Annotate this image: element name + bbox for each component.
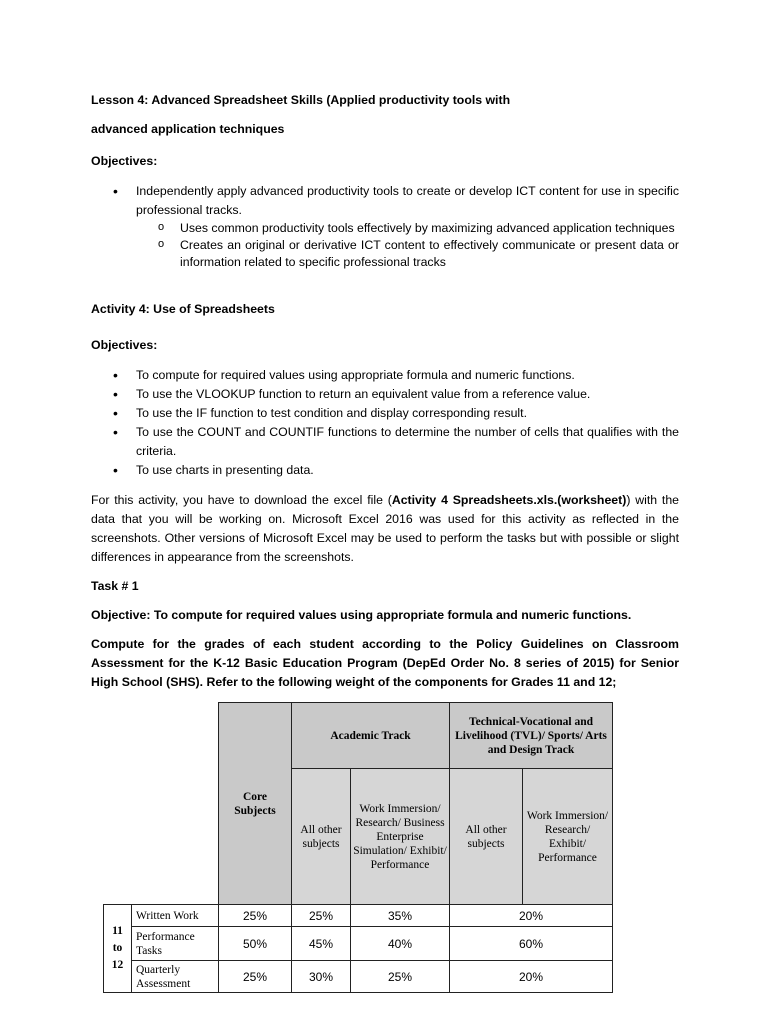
activity-objective-item: • To use the VLOOKUP function to return an equivalent value from a reference value. (91, 385, 679, 404)
performance-tasks-academic-other: 45% (292, 927, 351, 961)
performance-tasks-tvl: 60% (450, 927, 613, 961)
quarterly-assessment-academic-other: 30% (292, 961, 351, 993)
sub-objective-item: o Uses common productivity tools effectively by maximizing advanced application techniques (136, 220, 679, 237)
activity-intro-paragraph (91, 491, 679, 567)
grade-level-start: 11 (112, 925, 123, 937)
activity-title: Activity 4: Use of Spreadsheets (91, 302, 275, 316)
component-quarterly-assessment: Quarterly Assessment (132, 961, 219, 993)
lesson-objective-item (91, 182, 679, 271)
intro-file-name: Activity 4 Spreadsheets.xls.(worksheet) (391, 493, 627, 507)
intro-text-end: ) with the data that you will be working on. Microsoft Excel 2016 was used for this activity as reflected in the screenshots. Other versions of Microsoft Excel may be used to perform the tasks but with possible or slight differences in appearance from the screenshots. (91, 493, 679, 564)
written-work-academic-work: 35% (351, 905, 450, 927)
task-instructions: Compute for the grades of each student according to the Policy Guidelines on Classroom Assessment for the K-12 Basic Education Program (DepEd Order No. 8 series of 2015) for Senior High School (SHS). Refer to the following weight of the components for Grades 11 and 12; (91, 637, 679, 689)
performance-tasks-academic-work: 40% (351, 927, 450, 961)
sub-objective-item: o Creates an original or derivative ICT content to effectively communicate or present data or information related to specific professional tracks (136, 237, 679, 271)
activity-objective-item: • To use the COUNT and COUNTIF functions to determine the number of cells that qualifies with the criteria. (91, 423, 679, 461)
activity-objective-item: • To use charts in presenting data. (91, 461, 679, 480)
task-title: Task # 1 (91, 579, 139, 593)
written-work-academic-other: 25% (292, 905, 351, 927)
grade-weights-table-image (103, 702, 612, 992)
grade-level-to: to (112, 942, 123, 954)
grade-weights-table (103, 702, 613, 993)
intro-text-start: For this activity, you have to download the excel file ( (91, 493, 392, 507)
tvl-work-immersion-header: Work Immersion/ Research/ Exhibit/ Performance (523, 769, 613, 905)
academic-other-subjects-header: All other subjects (292, 769, 351, 905)
tvl-other-subjects-header: All other subjects (450, 769, 523, 905)
performance-tasks-core: 50% (219, 927, 292, 961)
lesson-objectives-list (91, 182, 679, 271)
tvl-track-header: Technical-Vocational and Livelihood (TVL)/ Sports/ Arts and Design Track (450, 703, 613, 769)
core-subjects-header: Core Subjects (219, 703, 292, 905)
written-work-core: 25% (219, 905, 292, 927)
component-written-work: Written Work (132, 905, 219, 927)
academic-work-immersion-header: Work Immersion/ Research/ Business Enterprise Simulation/ Exhibit/ Performance (351, 769, 450, 905)
lesson-objectives-heading: Objectives: (91, 154, 158, 168)
grade-level-end: 12 (111, 959, 124, 971)
component-performance-tasks: Performance Tasks (132, 927, 219, 961)
lesson-title-line-2: advanced application techniques (91, 122, 285, 136)
quarterly-assessment-academic-work: 25% (351, 961, 450, 993)
lesson-objective-text: Independently apply advanced productivity tools to create or develop ICT content for use in specific professional tracks. (136, 184, 679, 217)
activity-objectives-heading: Objectives: (91, 338, 158, 352)
activity-objective-item: • To use the IF function to test condition and display corresponding result. (91, 404, 679, 423)
activity-objective-item: • To compute for required values using appropriate formula and numeric functions. (91, 366, 679, 385)
grade-level-cell (104, 905, 132, 993)
quarterly-assessment-tvl: 20% (450, 961, 613, 993)
written-work-tvl: 20% (450, 905, 613, 927)
academic-track-header: Academic Track (292, 703, 450, 769)
task-objective: Objective: To compute for required values using appropriate formula and numeric functions. (91, 608, 632, 622)
table-corner-blank (104, 703, 219, 905)
lesson-sub-objectives (136, 220, 679, 271)
activity-objectives-list (91, 366, 679, 480)
lesson-title-line-1: Lesson 4: Advanced Spreadsheet Skills (Applied productivity tools with (91, 93, 511, 107)
quarterly-assessment-core: 25% (219, 961, 292, 993)
